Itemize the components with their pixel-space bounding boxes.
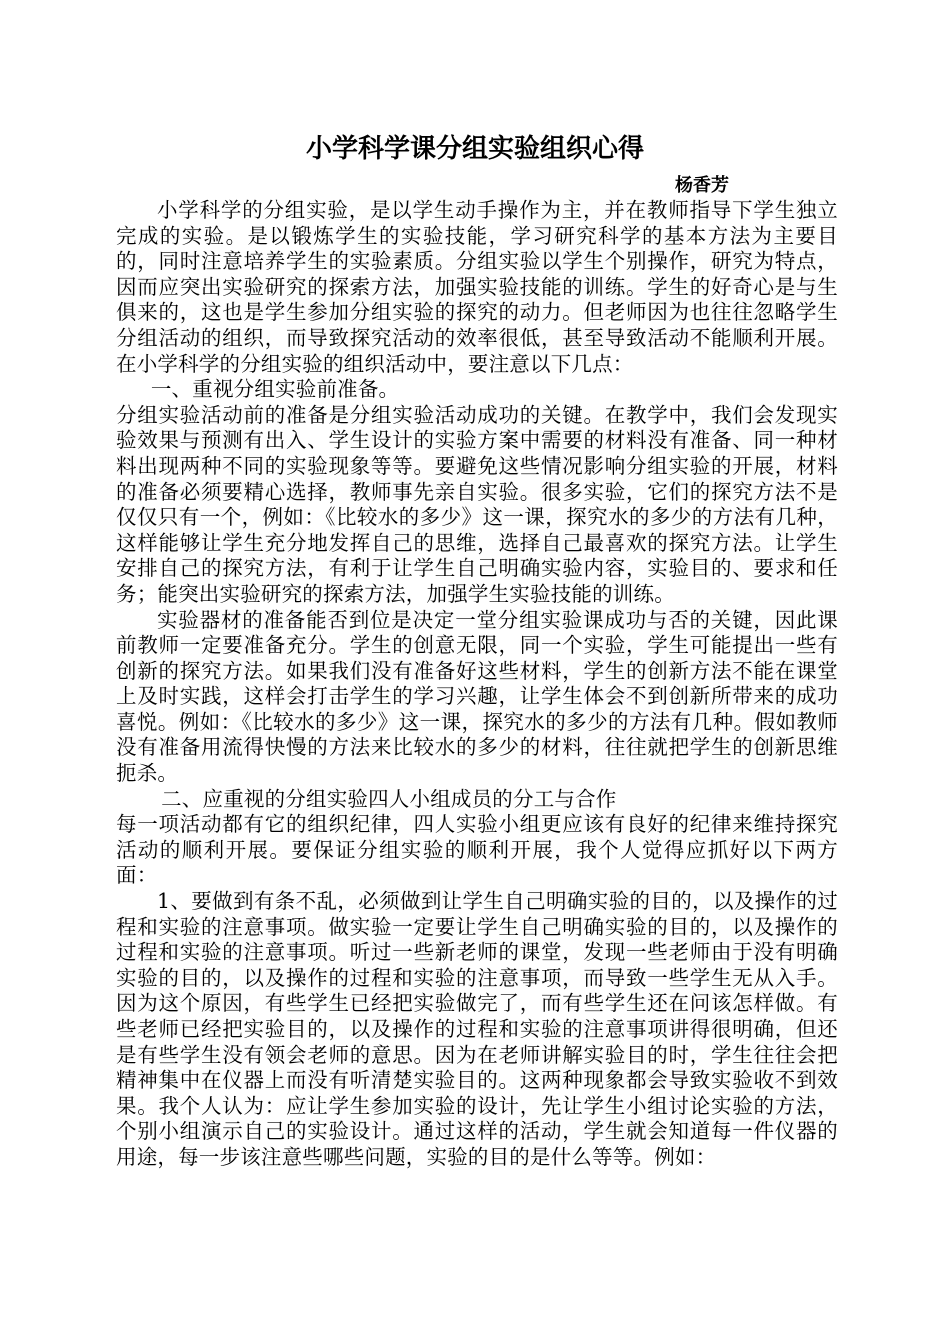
paragraph-intro: 小学科学的分组实验，是以学生动手操作为主，并在教师指导下学生独立完成的实验。是以锻炼学生的实验技能，学习研究科学的基本方法为主要目的，同时注意培养学生的实验素质。分组实验以学生个别操作，研究为特点，因而应突出实验研究的探索方法，加强实验技能的训练。学生的好奇心是与生俱来的，这也是学生参加分组实验的探究的动力。但老师因为也往往忽略学生分组活动的组织，而导致探究活动的效率很低，甚至导致活动不能顺利开展。在小学科学的分组实验的组织活动中，要注意以下几点： [116,198,838,376]
document-title: 小学科学课分组实验组织心得 [305,134,644,164]
paragraph-equipment: 实验器材的准备能否到位是决定一堂分组实验课成功与否的关键，因此课前教师一定要准备充分。学生的创意无限，同一个实验，学生可能提出一些有创新的探究方法。如果我们没有准备好这些材料，学生的创新方法不能在课堂上及时实践，这样会打击学生的学习兴趣，让学生体会不到创新所带来的成功喜悦。例如：《比较水的多少》这一课，探究水的多少的方法有几种。假如教师没有准备用流得快慢的方法来比较水的多少的材料，往往就把学生的创新思维扼杀。 [116,607,838,786]
author-name: 杨香芳 [675,175,729,196]
section-heading-2: 二、应重视的分组实验四人小组成员的分工与合作 [161,786,617,811]
document-body [116,198,838,1171]
section-heading-1: 一、重视分组实验前准备。 [150,377,400,402]
paragraph-discipline: 每一项活动都有它的组织纪律，四人实验小组更应该有良好的纪律来维持探究活动的顺利开展。要保证分组实验的顺利开展，我个人觉得应抓好以下两方面： [116,812,838,888]
paragraph-point-1: 1、要做到有条不乱，必须做到让学生自己明确实验的目的，以及操作的过程和实验的注意事项。做实验一定要让学生自己明确实验的目的，以及操作的过程和实验的注意事项。听过一些新老师的课堂，发现一些老师由于没有明确实验的目的，以及操作的过程和实验的注意事项，而导致一些学生无从入手。因为这个原因，有些学生已经把实验做完了，而有些学生还在问该怎样做。有些老师已经把实验目的，以及操作的过程和实验的注意事项讲得很明确，但还是有些学生没有领会老师的意思。因为在老师讲解实验目的时，学生往往会把精神集中在仪器上而没有听清楚实验目的。这两种现象都会导致实验收不到效果。我个人认为：应让学生参加实验的设计，先让学生小组讨论实验的方法，个别小组演示自己的实验设计。通过这样的活动，学生就会知道每一件仪器的用途，每一步该注意些哪些问题，实验的目的是什么等等。例如： [116,889,838,1169]
paragraph-preparation: 分组实验活动前的准备是分组实验活动成功的关键。在教学中，我们会发现实验效果与预测有出入、学生设计的实验方案中需要的材料没有准备、同一种材料出现两种不同的实验现象等等。要避免这些情况影响分组实验的开展，材料的准备必须要精心选择，教师事先亲自实验。很多实验，它们的探究方法不是仅仅只有一个，例如：《比较水的多少》这一课，探究水的多少的方法有几种，这样能够让学生充分地发挥自己的思维，选择自己最喜欢的探究方法。让学生安排自己的探究方法，有利于让学生自己明确实验内容，实验目的、要求和任务；能突出实验研究的探索方法，加强学生实验技能的训练。 [116,402,838,606]
